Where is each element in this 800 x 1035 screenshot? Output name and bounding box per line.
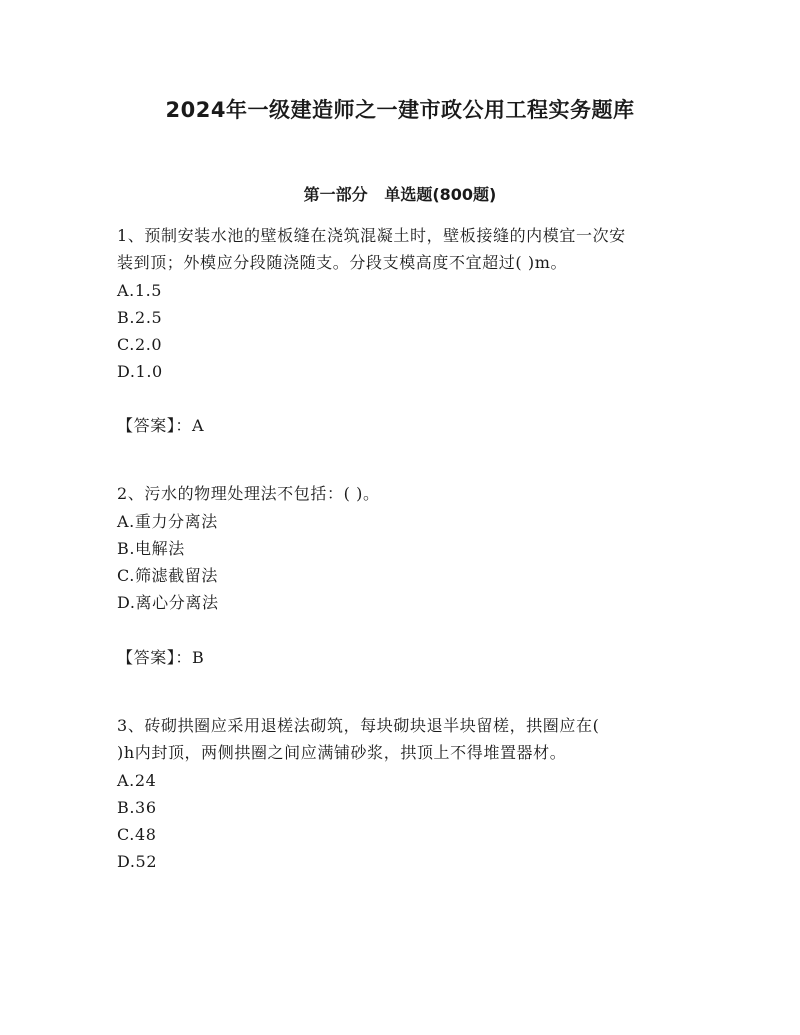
question-1-option-a: A.1.5 [117,281,163,300]
question-1-option-b: B.2.5 [117,308,163,327]
question-3-option-a: A.24 [117,771,157,790]
question-3-text: 3、砖砌拱圈应采用退槎法砌筑，每块砌块退半块留槎，拱圈应在( )h内封顶，两侧拱圈之间应满铺砂浆，拱顶上不得堆置器材。 [117,716,600,762]
question-1-option-c: C.2.0 [117,335,163,354]
question-3-option-c: C.48 [117,825,157,844]
question-1-option-d: D.1.0 [117,362,163,381]
question-2-option-a: A.重力分离法 [117,512,218,531]
question-2-option-c: C.筛滤截留法 [117,566,218,585]
question-3-option-b: B.36 [117,798,157,817]
question-1-text: 1、预制安装水池的壁板缝在浇筑混凝土时，壁板接缝的内模宜一次安 装到顶；外模应分段随浇随支。分段支模高度不宜超过( )m。 [117,226,626,272]
question-2-option-d: D.离心分离法 [117,593,219,612]
question-2-text: 2、污水的物理处理法不包括：( )。 [117,484,380,503]
question-1-answer: 【答案】：A [117,416,205,435]
question-2-answer: 【答案】：B [117,648,205,667]
question-3-option-d: D.52 [117,852,158,871]
question-2-option-b: B.电解法 [117,539,185,558]
section-title: 第一部分 单选题(800题) [303,185,497,204]
document-title: 2024年一级建造师之一建市政公用工程实务题库 [165,98,635,122]
